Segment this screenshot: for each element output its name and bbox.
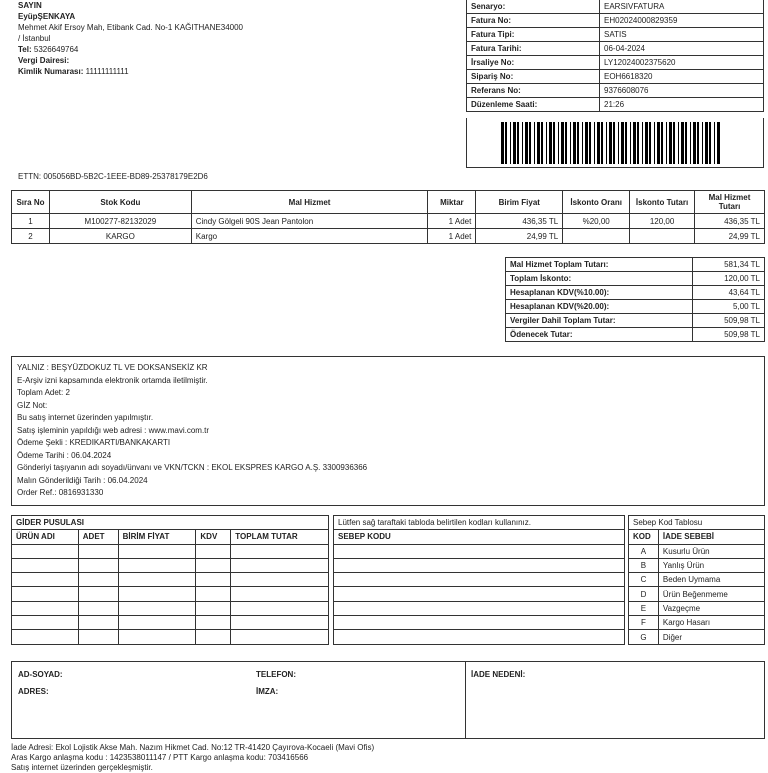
reason-code: F xyxy=(629,616,659,630)
invoice-info-value: 21:26 xyxy=(600,98,764,112)
expense-voucher-cell[interactable] xyxy=(78,558,118,572)
barcode-box xyxy=(466,118,764,168)
expense-voucher-cell[interactable] xyxy=(78,630,118,644)
expense-voucher-cell[interactable] xyxy=(196,616,231,630)
expense-voucher-cell[interactable] xyxy=(12,544,79,558)
note-line: Gönderiyi taşıyanın adı soyadı/ünvanı ve VKN/TCKN : EKOL EKSPRES KARGO A.Ş. 3300936366 xyxy=(17,463,368,472)
expense-voucher-cell[interactable] xyxy=(196,544,231,558)
reason-code-cell[interactable] xyxy=(334,630,625,644)
reason-description: Diğer xyxy=(658,630,764,644)
buyer-id-number: Kimlik Numarası: 11111111111 xyxy=(18,67,129,76)
items-cell: Cindy Gölgeli 90S Jean Pantolon xyxy=(191,214,428,229)
barcode-bar xyxy=(666,122,667,164)
barcode-bar xyxy=(565,122,567,164)
totals-row xyxy=(506,272,765,286)
buyer-address-line2: / İstanbul xyxy=(18,34,51,43)
reason-code-legend-title: Sebep Kod Tablosu xyxy=(629,516,765,530)
items-cell: %20,00 xyxy=(563,214,630,229)
expense-voucher-column-header: KDV xyxy=(196,530,231,544)
barcode-bar xyxy=(690,122,691,164)
items-cell: Kargo xyxy=(191,229,428,244)
barcode-bar xyxy=(513,122,516,164)
buyer-title: SAYIN xyxy=(18,1,42,10)
totals-label: Hesaplanan KDV(%20.00): xyxy=(506,300,693,314)
invoice-info-label: Fatura Tarihi: xyxy=(467,42,600,56)
barcode-bar xyxy=(654,122,655,164)
buyer-address-line1: Mehmet Akif Ersoy Mah, Etibank Cad. No-1 KAĞITHANE34000 xyxy=(18,23,243,32)
totals-value: 509,98 TL xyxy=(693,328,765,342)
invoice-info-label: Fatura No: xyxy=(467,14,600,28)
barcode-bar xyxy=(609,122,612,164)
expense-voucher-cell[interactable] xyxy=(196,601,231,615)
ettn: ETTN: 005056BD-5B2C-1EEE-BD89-25378179E2D6 xyxy=(18,172,208,181)
items-cell xyxy=(630,229,695,244)
expense-voucher-cell[interactable] xyxy=(12,601,79,615)
barcode-bar xyxy=(561,122,564,164)
expense-voucher-cell[interactable] xyxy=(118,558,196,572)
note-line: GİZ Not: xyxy=(17,400,48,410)
reason-description: Yanlış Ürün xyxy=(658,558,764,572)
expense-voucher-cell[interactable] xyxy=(231,573,329,587)
barcode-bar xyxy=(534,122,535,164)
expense-voucher-cell[interactable] xyxy=(196,573,231,587)
barcode-bar xyxy=(657,122,660,164)
reason-code-cell[interactable] xyxy=(334,558,625,572)
barcode-bar xyxy=(537,122,540,164)
barcode-bar xyxy=(625,122,627,164)
buyer-phone: Tel: 5326649764 xyxy=(18,45,79,54)
expense-voucher-cell[interactable] xyxy=(231,587,329,601)
barcode-bar xyxy=(669,122,672,164)
reason-description: Vazgeçme xyxy=(658,601,764,615)
table-row xyxy=(12,587,329,601)
barcode-bar xyxy=(709,122,711,164)
reason-code-cell[interactable] xyxy=(334,573,625,587)
barcode-bar xyxy=(705,122,708,164)
barcode-bar xyxy=(570,122,571,164)
note-line: Satış işleminin yapıldığı web adresi : www.mavi.com.tr xyxy=(17,425,210,435)
return-form-divider xyxy=(465,662,466,738)
note-line: Ödeme Tarihi : 06.04.2024 xyxy=(17,450,112,460)
reason-code-instruction: Lütfen sağ taraftaki tabloda belirtilen kodları kullanınız. xyxy=(334,516,625,530)
items-cell: 120,00 xyxy=(630,214,695,229)
barcode-bar xyxy=(637,122,639,164)
items-table xyxy=(11,190,765,244)
expense-voucher-cell[interactable] xyxy=(78,544,118,558)
totals-label: Ödenecek Tutar: xyxy=(506,328,693,342)
items-column-header: Miktar xyxy=(428,191,476,214)
totals-value: 5,00 TL xyxy=(693,300,765,314)
table-row xyxy=(12,616,329,630)
totals-row xyxy=(506,286,765,300)
expense-voucher-cell[interactable] xyxy=(118,573,196,587)
barcode-bar xyxy=(582,122,583,164)
barcode-bar xyxy=(589,122,591,164)
expense-voucher-cell[interactable] xyxy=(78,587,118,601)
note-line: Bu satış internet üzerinden yapılmıştır. xyxy=(17,413,154,422)
expense-voucher-cell[interactable] xyxy=(78,573,118,587)
reason-code: D xyxy=(629,587,659,601)
reason-code-cell[interactable] xyxy=(334,616,625,630)
totals-label: Hesaplanan KDV(%10.00): xyxy=(506,286,693,300)
expense-voucher-cell[interactable] xyxy=(12,558,79,572)
expense-voucher-cell[interactable] xyxy=(231,558,329,572)
invoice-info-value: SATIS xyxy=(600,28,764,42)
totals-value: 43,64 TL xyxy=(693,286,765,300)
table-row xyxy=(12,630,329,644)
items-column-header: Mal Hizmet xyxy=(191,191,428,214)
table-row xyxy=(334,573,625,587)
reason-code-table xyxy=(333,515,625,645)
expense-voucher-cell[interactable] xyxy=(78,616,118,630)
expense-voucher-cell[interactable] xyxy=(12,630,79,644)
invoice-info-row xyxy=(467,14,764,28)
table-row xyxy=(12,214,765,229)
expense-voucher-title: GİDER PUSULASI xyxy=(12,516,329,530)
reason-code: G xyxy=(629,630,659,644)
buyer-name: EyüpŞENKAYA xyxy=(18,12,76,21)
barcode-bar xyxy=(505,122,507,164)
totals-label: Toplam İskonto: xyxy=(506,272,693,286)
items-cell: 24,99 TL xyxy=(476,229,563,244)
invoice-info-value: LY12024002375620 xyxy=(600,56,764,70)
barcode-bar xyxy=(546,122,547,164)
invoice-info-label: Referans No: xyxy=(467,84,600,98)
reason-code-legend xyxy=(628,515,765,645)
barcode-bar xyxy=(594,122,595,164)
phone-label: TELEFON: xyxy=(256,670,296,679)
items-column-header: Sıra No xyxy=(12,191,50,214)
invoice-info-row xyxy=(467,98,764,112)
barcode-bar xyxy=(633,122,636,164)
totals-row xyxy=(506,328,765,342)
reason-description: Kusurlu Ürün xyxy=(658,544,764,558)
table-row xyxy=(629,558,765,572)
expense-voucher-cell[interactable] xyxy=(231,630,329,644)
expense-voucher-table xyxy=(11,515,329,645)
buyer-info xyxy=(18,0,318,77)
invoice-info-label: İrsaliye No: xyxy=(467,56,600,70)
items-cell: 1 Adet xyxy=(428,229,476,244)
expense-voucher-cell[interactable] xyxy=(118,630,196,644)
invoice-info-row xyxy=(467,28,764,42)
expense-voucher-cell[interactable] xyxy=(196,558,231,572)
barcode-bar xyxy=(678,122,679,164)
expense-voucher-cell[interactable] xyxy=(118,587,196,601)
table-row xyxy=(12,558,329,572)
table-row xyxy=(629,587,765,601)
items-cell: 436,35 TL xyxy=(476,214,563,229)
note-line: Order Ref.: 0816931330 xyxy=(17,488,104,497)
table-row xyxy=(12,601,329,615)
barcode-bar xyxy=(573,122,576,164)
expense-voucher-cell[interactable] xyxy=(118,544,196,558)
barcode-bar xyxy=(597,122,600,164)
reason-code-header: SEBEP KODU xyxy=(334,530,625,544)
barcode-bar xyxy=(541,122,543,164)
table-row xyxy=(629,573,765,587)
invoice-info-row xyxy=(467,70,764,84)
items-cell: 1 Adet xyxy=(428,214,476,229)
barcode-bar xyxy=(549,122,552,164)
barcode-bar xyxy=(522,122,523,164)
table-row xyxy=(629,544,765,558)
expense-voucher-cell[interactable] xyxy=(12,587,79,601)
totals-row xyxy=(506,314,765,328)
reason-code-cell[interactable] xyxy=(334,587,625,601)
items-column-header: İskonto Oranı xyxy=(563,191,630,214)
totals-label: Vergiler Dahil Toplam Tutar: xyxy=(506,314,693,328)
expense-voucher-cell[interactable] xyxy=(231,601,329,615)
invoice-info-value: 9376608076 xyxy=(600,84,764,98)
totals-row xyxy=(506,300,765,314)
reason-code: A xyxy=(629,544,659,558)
table-row xyxy=(334,630,625,644)
note-line: Toplam Adet: 2 xyxy=(17,388,70,397)
barcode-bar xyxy=(702,122,703,164)
totals-table xyxy=(505,257,765,342)
expense-voucher-column-header: ÜRÜN ADI xyxy=(12,530,79,544)
name-label: AD-SOYAD: xyxy=(18,670,63,679)
barcode-bar xyxy=(525,122,528,164)
totals-label: Mal Hizmet Toplam Tutarı: xyxy=(506,258,693,272)
table-row xyxy=(334,558,625,572)
items-cell: 1 xyxy=(12,214,50,229)
reason-code-cell[interactable] xyxy=(334,544,625,558)
barcode-bar xyxy=(697,122,699,164)
expense-voucher-cell[interactable] xyxy=(231,616,329,630)
items-cell: 2 xyxy=(12,229,50,244)
totals-value: 581,34 TL xyxy=(693,258,765,272)
items-cell: 436,35 TL xyxy=(695,214,765,229)
expense-voucher-cell[interactable] xyxy=(118,616,196,630)
items-column-header: Birim Fiyat xyxy=(476,191,563,214)
table-row xyxy=(334,544,625,558)
barcode-bar xyxy=(693,122,696,164)
invoice-info-label: Fatura Tipi: xyxy=(467,28,600,42)
table-row xyxy=(629,616,765,630)
reason-description: Beden Uymama xyxy=(658,573,764,587)
barcode-bar xyxy=(642,122,643,164)
barcode-bar xyxy=(621,122,624,164)
reason-code: B xyxy=(629,558,659,572)
barcode-bar xyxy=(649,122,651,164)
expense-voucher-cell[interactable] xyxy=(78,601,118,615)
expense-voucher-column-header: BİRİM FİYAT xyxy=(118,530,196,544)
expense-voucher-cell[interactable] xyxy=(196,587,231,601)
invoice-info-table xyxy=(466,0,764,112)
items-column-header: Stok Kodu xyxy=(49,191,191,214)
expense-voucher-cell[interactable] xyxy=(196,630,231,644)
table-row xyxy=(629,601,765,615)
reason-code-cell[interactable] xyxy=(334,601,625,615)
barcode-bar xyxy=(585,122,588,164)
barcode-bar xyxy=(714,122,715,164)
expense-voucher-column-header: ADET xyxy=(78,530,118,544)
note-line: Ödeme Şekli : KREDIKARTI/BANKAKARTI xyxy=(17,438,171,447)
table-row xyxy=(334,601,625,615)
invoice-notes xyxy=(11,356,765,506)
barcode-bar xyxy=(645,122,648,164)
invoice-info-label: Sipariş No: xyxy=(467,70,600,84)
expense-voucher-cell[interactable] xyxy=(12,616,79,630)
totals-row xyxy=(506,258,765,272)
barcode-bar xyxy=(673,122,675,164)
table-row xyxy=(12,573,329,587)
expense-voucher-cell[interactable] xyxy=(231,544,329,558)
barcode-bar xyxy=(681,122,684,164)
items-column-header: İskonto Tutarı xyxy=(630,191,695,214)
reason-code: C xyxy=(629,573,659,587)
barcode-image xyxy=(501,122,723,164)
barcode-bar xyxy=(685,122,687,164)
invoice-info-value: EARSIVFATURA xyxy=(600,0,764,14)
reason-description: Kargo Hasarı xyxy=(658,616,764,630)
barcode-bar xyxy=(529,122,531,164)
items-cell: 24,99 TL xyxy=(695,229,765,244)
barcode-bar xyxy=(501,122,504,164)
invoice-info-value: 06-04-2024 xyxy=(600,42,764,56)
barcode-bar xyxy=(606,122,607,164)
invoice-info-value: EOH6618320 xyxy=(600,70,764,84)
expense-voucher-column-header: TOPLAM TUTAR xyxy=(231,530,329,544)
barcode-bar xyxy=(510,122,511,164)
barcode-bar xyxy=(613,122,615,164)
expense-voucher-cell[interactable] xyxy=(12,573,79,587)
note-line: YALNIZ : BEŞYÜZDOKUZ TL VE DOKSANSEKİZ KR xyxy=(17,363,208,372)
totals-value: 120,00 TL xyxy=(693,272,765,286)
barcode-bar xyxy=(601,122,603,164)
return-reason-label: İADE NEDENİ: xyxy=(471,670,526,679)
barcode-bar xyxy=(618,122,619,164)
footer-line: Satış internet üzerinden gerçekleşmiştir. xyxy=(11,763,153,772)
table-row xyxy=(629,630,765,644)
invoice-info-label: Düzenleme Saati: xyxy=(467,98,600,112)
reason-code-legend-header: KOD xyxy=(629,530,659,544)
barcode-bar xyxy=(517,122,519,164)
items-cell: M100277-82132029 xyxy=(49,214,191,229)
invoice-info-row xyxy=(467,0,764,14)
table-row xyxy=(334,587,625,601)
items-column-header: Mal Hizmet Tutarı xyxy=(695,191,765,214)
table-row xyxy=(12,544,329,558)
barcode-bar xyxy=(630,122,631,164)
note-line: Malın Gönderildiği Tarih : 06.04.2024 xyxy=(17,475,148,485)
footer-line: İade Adresi: Ekol Lojistik Akse Mah. Nazım Hikmet Cad. No:12 TR-41420 Çayırova-Kocaeli (Mavi Ofis) xyxy=(11,743,375,752)
reason-description: Ürün Beğenmeme xyxy=(658,587,764,601)
table-row xyxy=(12,229,765,244)
barcode-bar xyxy=(553,122,555,164)
invoice-info-label: Senaryo: xyxy=(467,0,600,14)
reason-code-legend-header: İADE SEBEBİ xyxy=(658,530,764,544)
signature-label: İMZA: xyxy=(256,687,279,696)
barcode-bar xyxy=(661,122,663,164)
reason-code: E xyxy=(629,601,659,615)
note-line: E-Arşiv izni kapsamında elektronik ortamda iletilmiştir. xyxy=(17,375,208,385)
expense-voucher-cell[interactable] xyxy=(118,601,196,615)
return-form-box xyxy=(11,661,765,739)
items-cell: KARGO xyxy=(49,229,191,244)
footer-line: Aras Kargo anlaşma kodu : 1423538011147 / PTT Kargo anlaşma kodu: 703416566 xyxy=(11,753,309,762)
invoice-info-value: EH02024000829359 xyxy=(600,14,764,28)
table-row xyxy=(334,616,625,630)
address-label: ADRES: xyxy=(18,687,49,696)
invoice-info-row xyxy=(467,42,764,56)
barcode-bar xyxy=(577,122,579,164)
barcode-bar xyxy=(717,122,720,164)
invoice-info-row xyxy=(467,84,764,98)
buyer-tax-office: Vergi Dairesi: xyxy=(18,56,70,65)
footer xyxy=(11,743,374,773)
invoice-info-row xyxy=(467,56,764,70)
barcode-bar xyxy=(558,122,559,164)
totals-value: 509,98 TL xyxy=(693,314,765,328)
items-cell xyxy=(563,229,630,244)
